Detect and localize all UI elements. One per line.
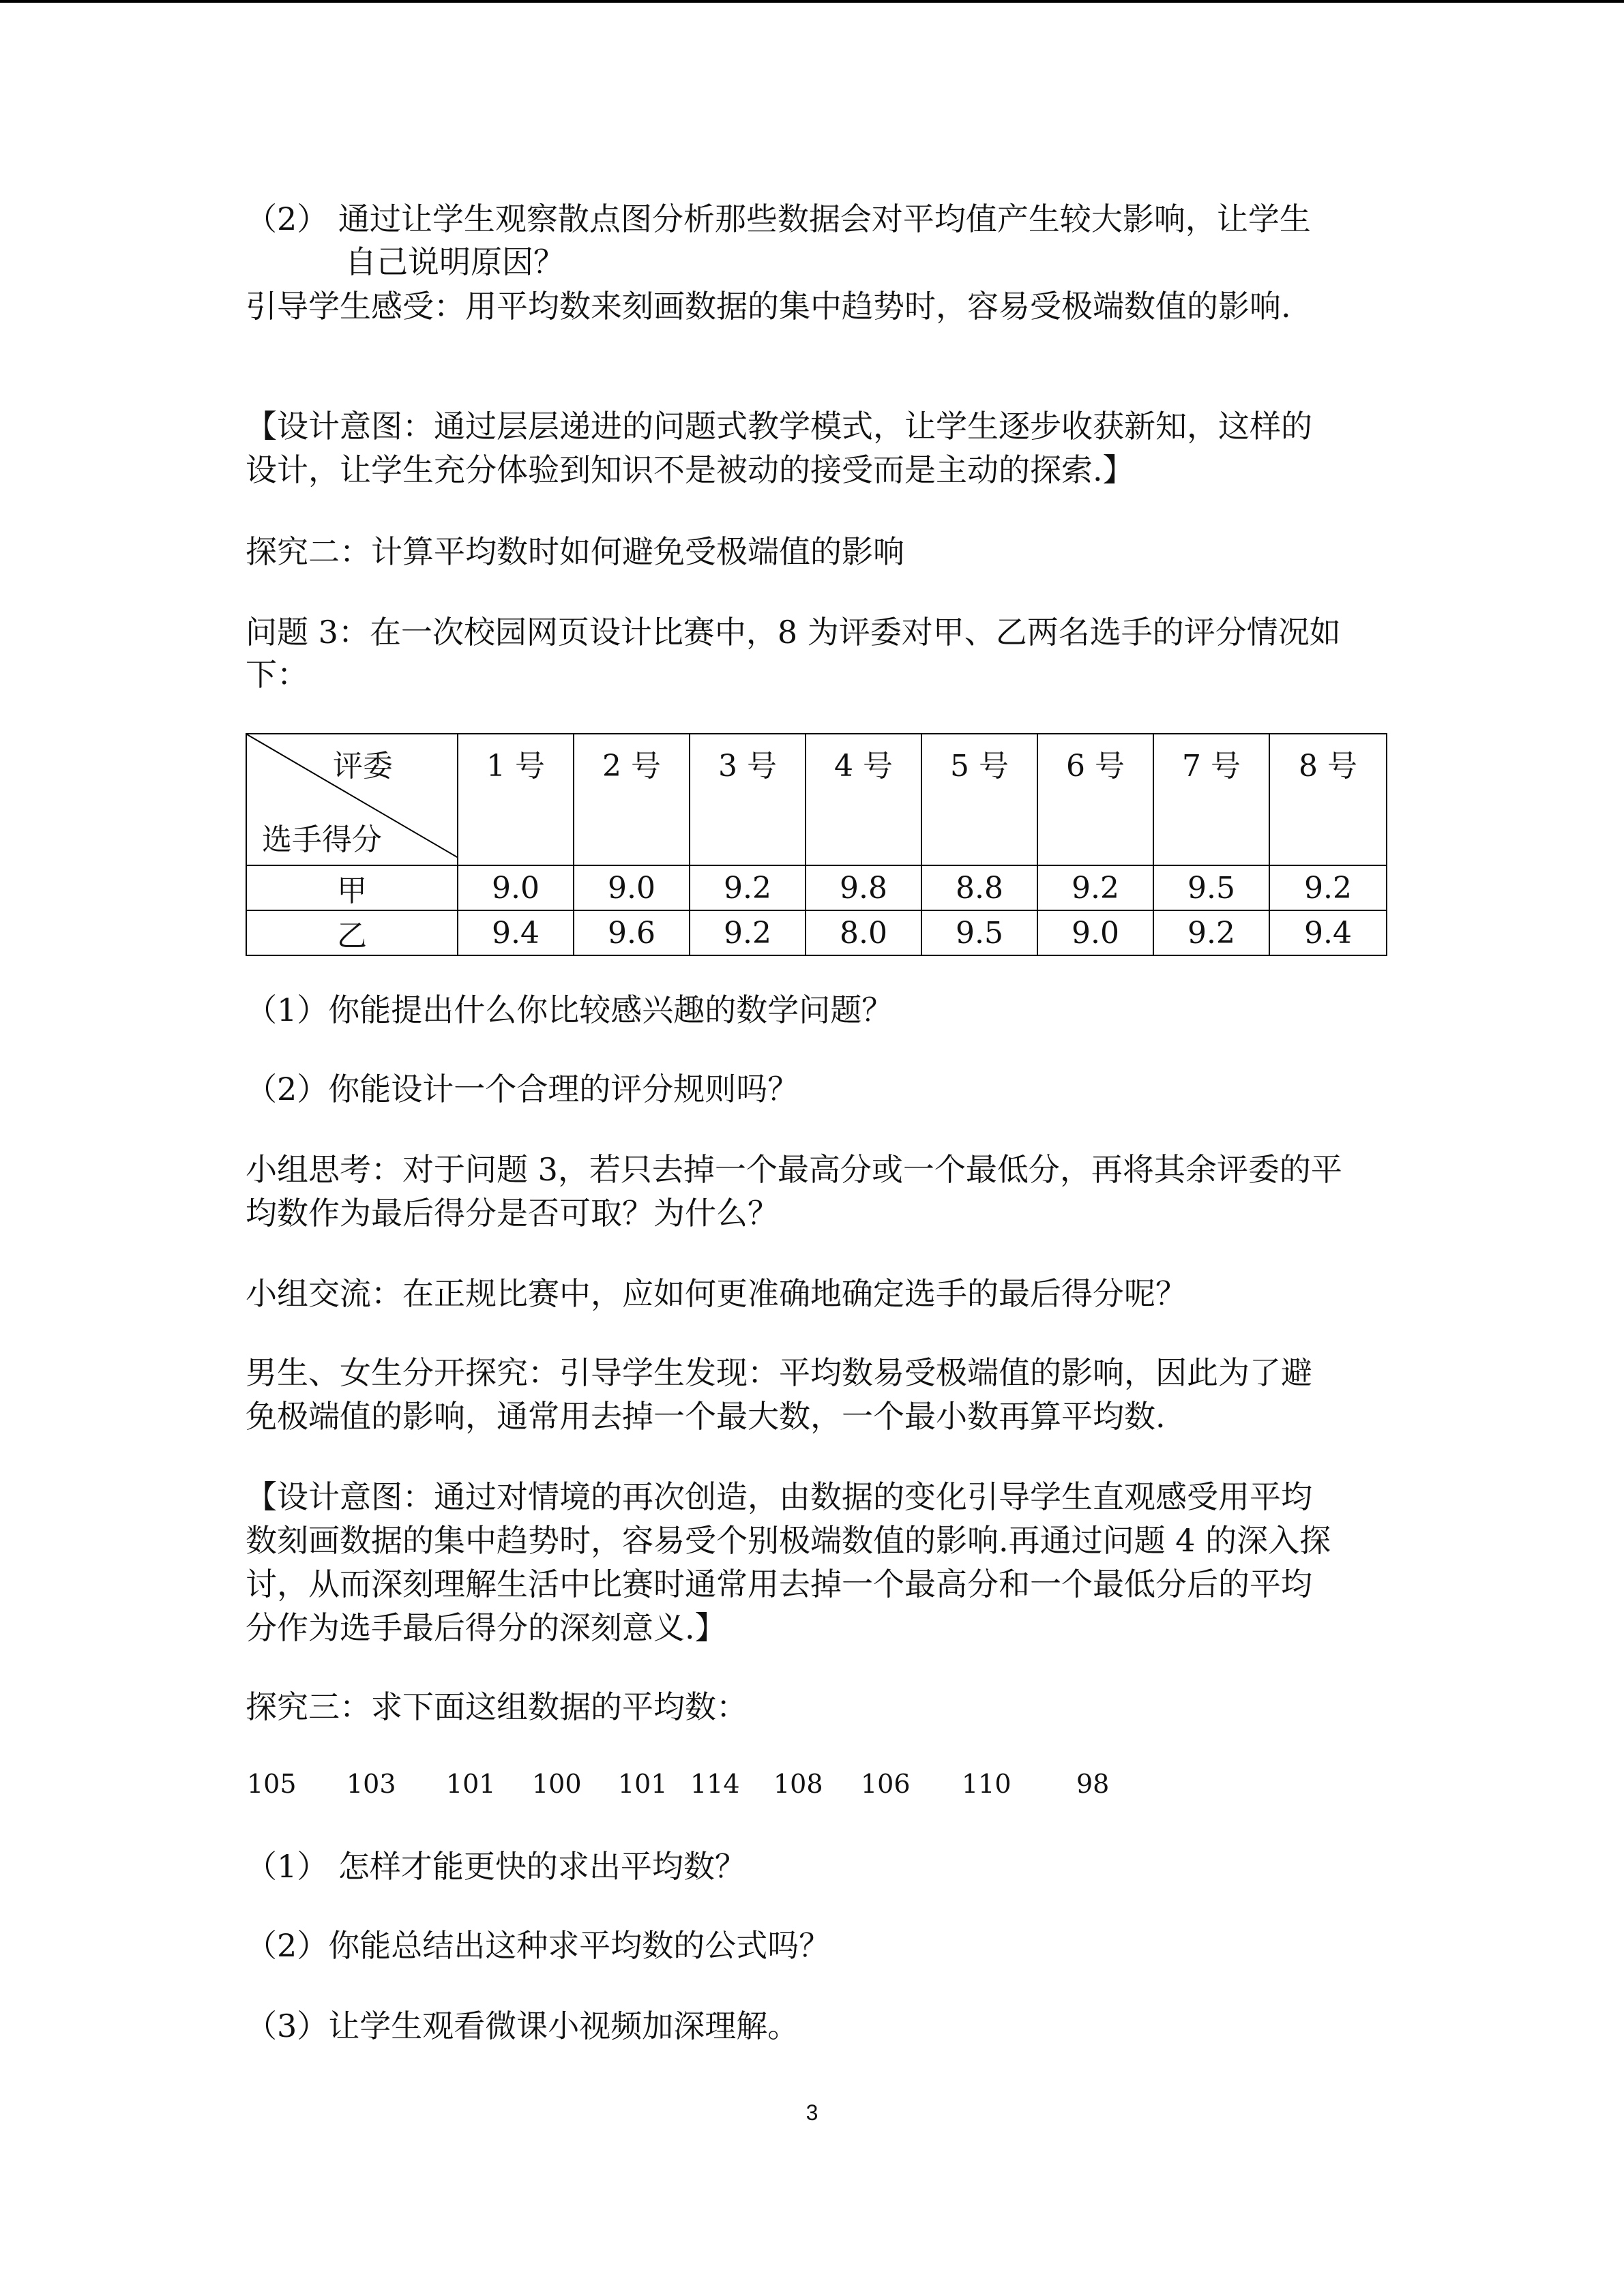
top-border-line: [0, 0, 1624, 3]
explore-3-question-3: （3）让学生观看微课小视频加深理解。: [246, 2008, 799, 2044]
boys-girls-line-1: 男生、女生分开探究：引导学生发现：平均数易受极端值的影响，因此为了避: [246, 1354, 1312, 1391]
table-row-yi: [246, 910, 1387, 955]
data-number: 105: [247, 1769, 297, 1799]
sub-question-1: （1）你能提出什么你比较感兴趣的数学问题？: [246, 992, 894, 1028]
design-intent-2-line-4: 分作为选手最后得分的深刻意义.】: [246, 1609, 726, 1646]
score-cell: 9.5: [921, 910, 1037, 955]
score-cell: 9.5: [1153, 865, 1269, 910]
explore-2-title: 探究二：计算平均数时如何避免受极端值的影响: [246, 533, 904, 570]
group-think-line-2: 均数作为最后得分是否可取？为什么？: [246, 1195, 779, 1232]
judge-header: 7 号: [1153, 734, 1269, 865]
judge-header: 6 号: [1037, 734, 1153, 865]
question-2-line-2: 自己说明原因？: [345, 243, 565, 280]
design-intent-1-line-2: 设计，让学生充分体验到知识不是被动的接受而是主动的探索.】: [246, 451, 1134, 488]
score-cell: 9.2: [690, 865, 806, 910]
explore-3-title: 探究三：求下面这组数据的平均数：: [246, 1688, 748, 1725]
score-cell: 9.0: [458, 865, 574, 910]
explore-3-question-1: （1） 怎样才能更快的求出平均数？: [246, 1848, 746, 1885]
score-cell: 9.6: [574, 910, 690, 955]
contestant-name: 甲: [246, 865, 458, 910]
sub-question-2: （2）你能设计一个合理的评分规则吗？: [246, 1071, 799, 1107]
score-cell: 9.2: [1269, 865, 1387, 910]
question-2-line-1: （2） 通过让学生观察散点图分析那些数据会对平均值产生较大影响，让学生: [246, 200, 1311, 237]
data-number: 100: [532, 1769, 582, 1799]
data-number: 114: [690, 1769, 740, 1799]
score-cell: 9.2: [1153, 910, 1269, 955]
contestant-name: 乙: [246, 910, 458, 955]
data-number: 106: [861, 1769, 911, 1799]
score-cell: 9.0: [574, 865, 690, 910]
problem-3-line-1: 问题 3：在一次校园网页设计比赛中，8 为评委对甲、乙两名选手的评分情况如: [246, 614, 1341, 651]
score-cell: 8.8: [921, 865, 1037, 910]
score-table: [246, 733, 1387, 956]
data-number: 103: [346, 1769, 396, 1799]
corner-label-contestant-score: 选手得分: [262, 822, 382, 857]
data-number: 110: [962, 1769, 1012, 1799]
data-number: 98: [1076, 1769, 1110, 1799]
explore-3-question-2: （2）你能总结出这种求平均数的公式吗？: [246, 1927, 831, 1964]
table-corner-cell: [246, 734, 458, 865]
score-cell: 9.2: [690, 910, 806, 955]
page-number: 3: [806, 2100, 818, 2125]
data-number: 108: [773, 1769, 823, 1799]
table-header-row: [246, 734, 1387, 865]
guide-text: 引导学生感受：用平均数来刻画数据的集中趋势时，容易受极端数值的影响.: [246, 288, 1291, 325]
data-number: 101: [618, 1769, 668, 1799]
boys-girls-line-2: 免极端值的影响，通常用去掉一个最大数，一个最小数再算平均数.: [246, 1398, 1166, 1435]
data-number: 101: [446, 1769, 496, 1799]
judge-header: 3 号: [690, 734, 806, 865]
corner-label-judges: 评委: [333, 749, 393, 784]
design-intent-2-line-2: 数刻画数据的集中趋势时，容易受个别极端数值的影响.再通过问题 4 的深入探: [246, 1522, 1331, 1559]
problem-3-line-2: 下：: [246, 656, 308, 693]
score-cell: 9.2: [1037, 865, 1153, 910]
design-intent-2-line-3: 讨，从而深刻理解生活中比赛时通常用去掉一个最高分和一个最低分后的平均: [246, 1566, 1312, 1602]
design-intent-1-line-1: 【设计意图：通过层层递进的问题式教学模式，让学生逐步收获新知，这样的: [246, 408, 1312, 445]
judge-header: 4 号: [806, 734, 921, 865]
group-think-line-1: 小组思考：对于问题 3，若只去掉一个最高分或一个最低分，再将其余评委的平: [246, 1151, 1342, 1188]
score-cell: 9.0: [1037, 910, 1153, 955]
score-cell: 9.8: [806, 865, 921, 910]
group-discuss: 小组交流：在正规比赛中，应如何更准确地确定选手的最后得分呢？: [246, 1275, 1187, 1312]
score-cell: 9.4: [458, 910, 574, 955]
design-intent-2-line-1: 【设计意图：通过对情境的再次创造，由数据的变化引导学生直观感受用平均: [246, 1478, 1312, 1515]
score-cell: 8.0: [806, 910, 921, 955]
judge-header: 8 号: [1269, 734, 1387, 865]
judge-header: 5 号: [921, 734, 1037, 865]
score-cell: 9.4: [1269, 910, 1387, 955]
judge-header: 2 号: [574, 734, 690, 865]
judge-header: 1 号: [458, 734, 574, 865]
table-row-jia: [246, 865, 1387, 910]
